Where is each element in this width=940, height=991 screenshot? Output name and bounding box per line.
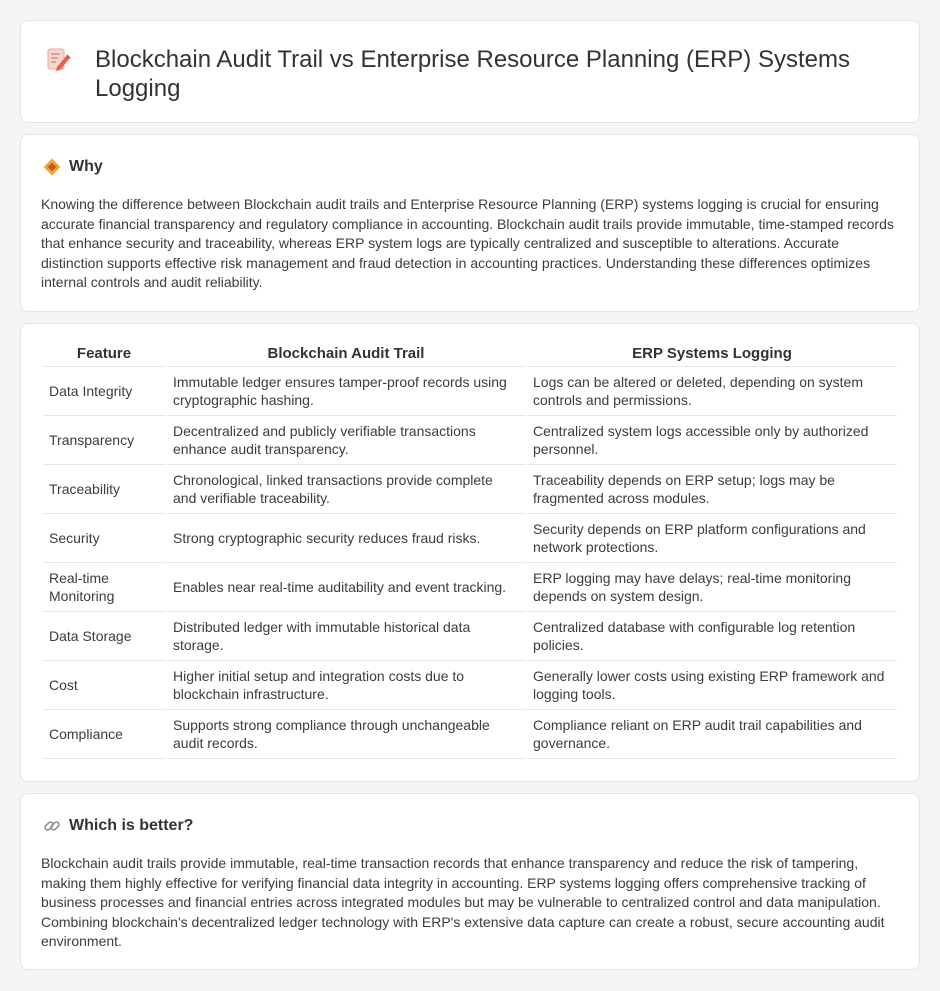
comparison-table (41, 342, 899, 759)
better-heading: Which is better? (69, 817, 194, 834)
feature-cell: Transparency (43, 416, 165, 465)
table-row (43, 514, 897, 563)
title-card (20, 20, 920, 123)
feature-cell: Security (43, 514, 165, 563)
why-body: Knowing the difference between Blockchain audit trails and Enterprise Resource Planning (ERP) systems logging is crucial for ensuring accurate financial transparency and regulatory compliance in accounting. Blockchain audit trails provide immutable, time-stamped records that enhance security and traceability, whereas ERP system logs are typically centralized and susceptible to alterations. Accurate distinction supports effective risk management and fraud detection in accounting practices. Understanding these differences optimizes internal controls and audit reliability. (41, 196, 894, 290)
table-header-row (43, 342, 897, 367)
feature-cell: Data Storage (43, 612, 165, 661)
link-icon (43, 817, 61, 835)
blockchain-cell: Immutable ledger ensures tamper-proof records using cryptographic hashing. (167, 367, 525, 416)
erp-cell: Centralized database with configurable log retention policies. (527, 612, 897, 661)
why-heading: Why (69, 158, 103, 175)
erp-cell: Logs can be altered or deleted, depending on system controls and permissions. (527, 367, 897, 416)
feature-cell: Traceability (43, 465, 165, 514)
pencil-paper-icon (45, 46, 71, 72)
table-row (43, 465, 897, 514)
feature-cell: Compliance (43, 710, 165, 759)
page-title: Blockchain Audit Trail vs Enterprise Resource Planning (ERP) Systems Logging (95, 46, 850, 102)
blockchain-cell: Distributed ledger with immutable historical data storage. (167, 612, 525, 661)
blockchain-cell: Strong cryptographic security reduces fraud risks. (167, 514, 525, 563)
column-header-blockchain: Blockchain Audit Trail (167, 342, 525, 367)
feature-cell: Data Integrity (43, 367, 165, 416)
erp-cell: ERP logging may have delays; real-time monitoring depends on system design. (527, 563, 897, 612)
erp-cell: Compliance reliant on ERP audit trail capabilities and governance. (527, 710, 897, 759)
feature-cell: Real-time Monitoring (43, 563, 165, 612)
blockchain-cell: Supports strong compliance through unchangeable audit records. (167, 710, 525, 759)
erp-cell: Generally lower costs using existing ERP framework and logging tools. (527, 661, 897, 710)
diamond-sign-icon (43, 158, 61, 176)
comparison-table-card (20, 323, 920, 782)
erp-cell: Security depends on ERP platform configurations and network protections. (527, 514, 897, 563)
why-section (20, 134, 920, 312)
blockchain-cell: Decentralized and publicly verifiable transactions enhance audit transparency. (167, 416, 525, 465)
column-header-feature: Feature (43, 342, 165, 367)
blockchain-cell: Enables near real-time auditability and event tracking. (167, 563, 525, 612)
column-header-erp: ERP Systems Logging (527, 342, 897, 367)
table-row (43, 710, 897, 759)
table-row (43, 416, 897, 465)
feature-cell: Cost (43, 661, 165, 710)
blockchain-cell: Chronological, linked transactions provide complete and verifiable traceability. (167, 465, 525, 514)
table-row (43, 612, 897, 661)
table-row (43, 661, 897, 710)
erp-cell: Centralized system logs accessible only by authorized personnel. (527, 416, 897, 465)
which-is-better-section (20, 793, 920, 970)
better-body: Blockchain audit trails provide immutable, real-time transaction records that enhance transparency and reduce the risk of tampering, making them highly effective for verifying financial data integrity in accounting. ERP systems logging offers comprehensive tracking of business processes and financial entries across integrated modules but may be vulnerable to centralized control and data manipulation. Combining blockchain's decentralized ledger technology with ERP's extensive data capture can create a robust, secure accounting audit environment. (41, 855, 885, 949)
table-row (43, 563, 897, 612)
table-row (43, 367, 897, 416)
erp-cell: Traceability depends on ERP setup; logs may be fragmented across modules. (527, 465, 897, 514)
blockchain-cell: Higher initial setup and integration costs due to blockchain infrastructure. (167, 661, 525, 710)
